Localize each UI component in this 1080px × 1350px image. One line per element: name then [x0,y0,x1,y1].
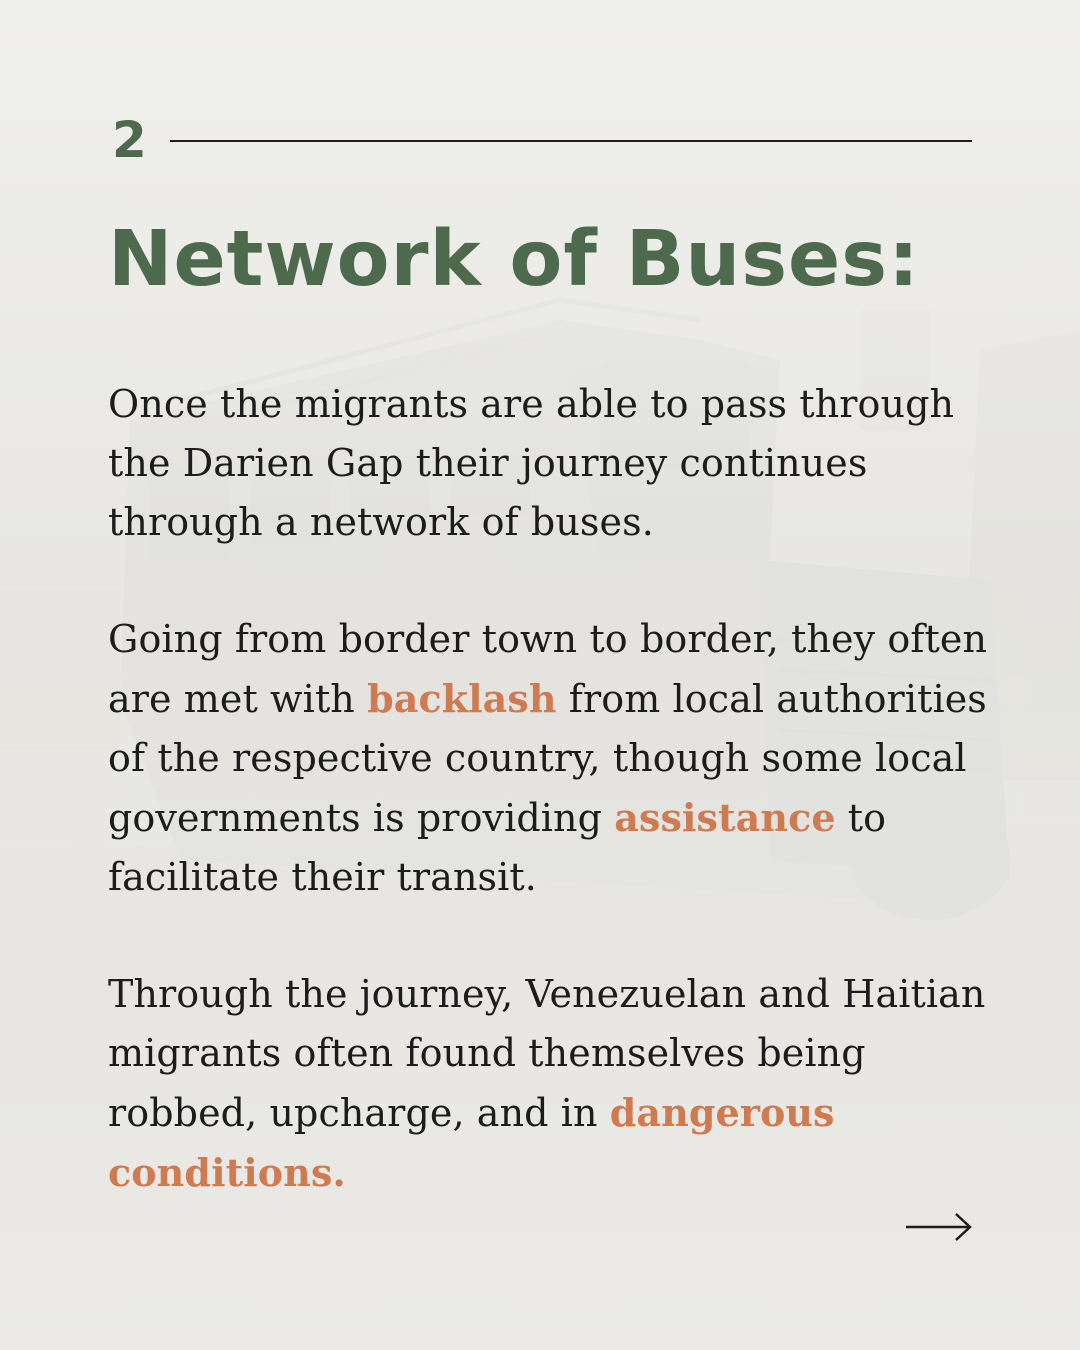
highlight-backlash: backlash [367,676,557,721]
paragraph-2 [108,610,988,907]
highlight-dangerous-conditions: dangerous conditions. [108,1090,835,1195]
paragraph-1: Once the migrants are able to pass through the Darien Gap their journey continues through a network of buses. [108,382,955,544]
paragraph-3-text-1: Through the journey, Venezuelan and Haitian migrants often found themselves being robbed, upcharge, and in [108,972,986,1135]
paragraph-2-text-3: to facilitate their transit. [108,796,887,899]
paragraph-2-text-2: from local authorities of the respective country, though some local governments is providing [108,677,987,840]
arrow-right-icon[interactable] [904,1210,974,1244]
divider-line [170,140,972,142]
slide-title: Network of Buses: [108,215,920,304]
slide-number: 2 [112,111,148,169]
highlight-assistance: assistance [614,795,836,840]
paragraph-2-text-1: Going from border town to border, they often are met with [108,617,988,721]
paragraph-3 [108,965,988,1203]
